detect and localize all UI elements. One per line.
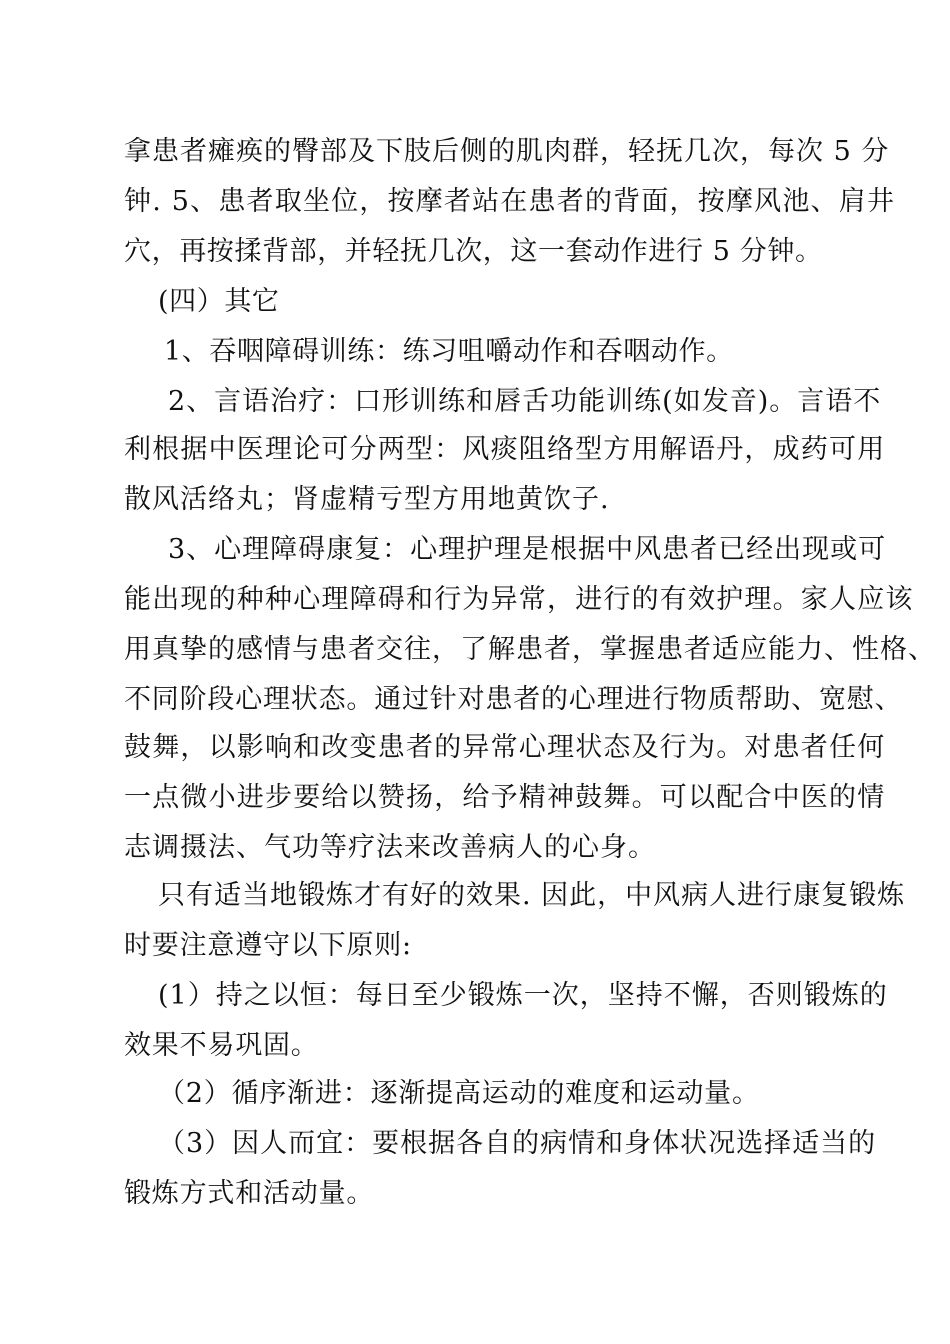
text-line: （2）循序渐进：逐渐提高运动的难度和运动量。 [158, 1078, 760, 1109]
text-line: （3）因人而宜：要根据各自的病情和身体状况选择适当的 [158, 1128, 877, 1159]
text-line: 一点微小进步要给以赞扬，给予精神鼓舞。可以配合中医的情 [124, 782, 886, 813]
text-line: 1、吞咽障碍训练：练习咀嚼动作和吞咽动作。 [164, 336, 734, 367]
section-heading: (四）其它 [158, 286, 280, 317]
text-line: 志调摄法、气功等疗法来改善病人的心身。 [124, 832, 656, 863]
text-line: 拿患者瘫痪的臀部及下肢后侧的肌肉群，轻抚几次，每次 5 分 [124, 136, 890, 167]
text-line: 鼓舞，以影响和改变患者的异常心理状态及行为。对患者任何 [124, 732, 886, 763]
text-line: 只有适当地锻炼才有好的效果. 因此，中风病人进行康复锻炼 [158, 880, 906, 911]
text-line: 2、言语治疗：口形训练和唇舌功能训练(如发音)。言语不 [168, 386, 882, 417]
text-line: 效果不易巩固。 [124, 1030, 319, 1061]
text-line: 能出现的种种心理障碍和行为异常，进行的有效护理。家人应该 [124, 584, 914, 615]
text-line: (1）持之以恒：每日至少锻炼一次，坚持不懈，否则锻炼的 [158, 980, 888, 1011]
text-line: 时要注意遵守以下原则: [124, 930, 412, 961]
text-line: 利根据中医理论可分两型：风痰阻络型方用解语丹，成药可用 [124, 434, 886, 465]
text-line: 不同阶段心理状态。通过针对患者的心理进行物质帮助、宽慰、 [124, 684, 903, 715]
text-line: 穴，再按揉背部，并轻抚几次，这一套动作进行 5 分钟。 [124, 236, 823, 267]
text-line: 锻炼方式和活动量。 [124, 1178, 375, 1209]
text-line: 钟. 5、患者取坐位，按摩者站在患者的背面，按摩风池、肩井 [124, 186, 896, 217]
text-line: 散风活络丸；肾虚精亏型方用地黄饮子. [124, 484, 610, 515]
text-line: 用真挚的感情与患者交往，了解患者，掌握患者适应能力、性格、 [124, 634, 936, 665]
text-line: 3、心理障碍康复：心理护理是根据中风患者已经出现或可 [168, 534, 887, 565]
